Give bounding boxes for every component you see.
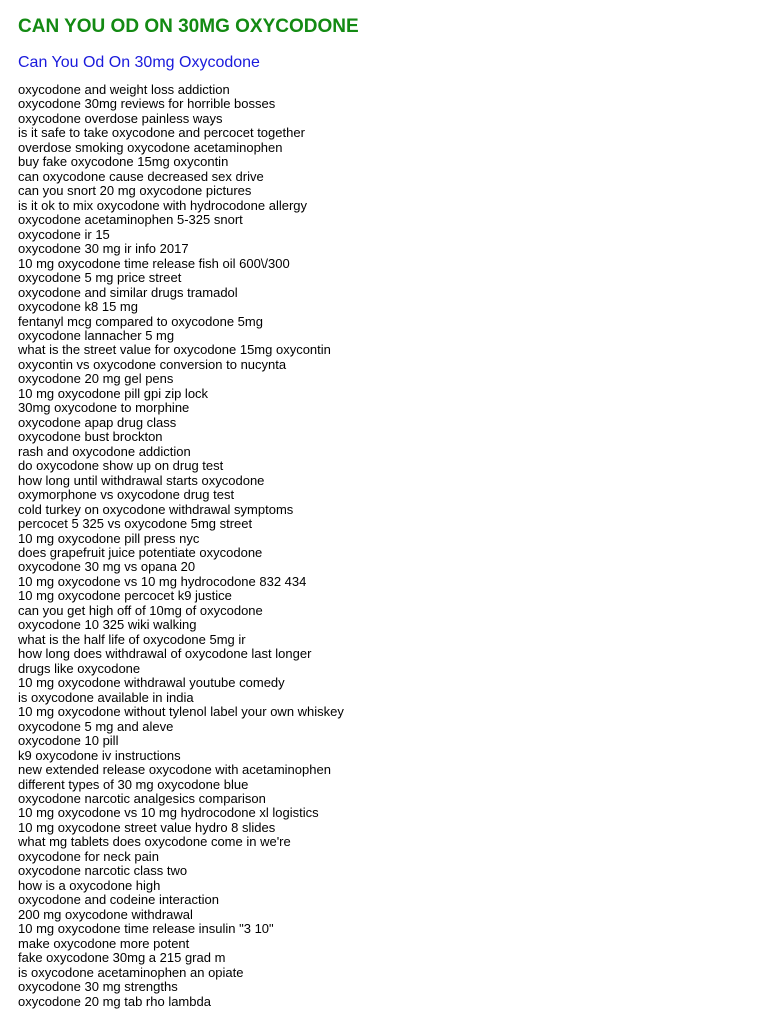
text-line: 10 mg oxycodone time release fish oil 600\/300 (18, 255, 290, 271)
text-line: oxycodone 5 mg and aleve (18, 718, 174, 734)
text-line: oxycodone 30 mg vs opana 20 (18, 559, 196, 575)
text-line: drugs like oxycodone (18, 660, 141, 676)
text-line: does grapefruit juice potentiate oxycodone (18, 545, 263, 560)
text-line: 10 mg oxycodone withdrawal youtube comedy (18, 675, 285, 691)
text-line: how is a oxycodone high (18, 877, 161, 893)
text-line: 200 mg oxycodone withdrawal (18, 906, 193, 922)
text-line: oxycodone 10 pill (18, 733, 119, 749)
text-line: different types of 30 mg oxycodone blue (18, 776, 249, 792)
text-line: 10 mg oxycodone percocet k9 justice (18, 588, 232, 604)
text-line: 30mg oxycodone to morphine (18, 400, 190, 416)
text-line: what is the street value for oxycodone 15mg oxycontin (18, 342, 331, 358)
text-line: oxycodone and weight loss addiction (18, 82, 230, 97)
text-line: oxycodone apap drug class (18, 414, 177, 430)
text-line: do oxycodone show up on drug test (18, 458, 224, 474)
text-line: k9 oxycodone iv instructions (18, 747, 181, 763)
text-line: is oxycodone available in india (18, 689, 194, 705)
text-line: 10 mg oxycodone vs 10 mg hydrocodone xl logistics (18, 805, 319, 821)
text-line: is it ok to mix oxycodone with hydrocodone allergy (18, 197, 308, 213)
text-line: oxycodone narcotic class two (18, 863, 188, 879)
text-line: 10 mg oxycodone street value hydro 8 slides (18, 819, 276, 835)
text-line: cold turkey on oxycodone withdrawal symptoms (18, 501, 294, 517)
text-line: oxycodone narcotic analgesics comparison (18, 790, 266, 806)
text-list (18, 83, 752, 1009)
text-line: fake oxycodone 30mg a 215 grad m (18, 950, 226, 966)
text-line: 10 mg oxycodone pill gpi zip lock (18, 385, 209, 401)
text-line: oxycodone 30 mg ir info 2017 (18, 241, 189, 257)
text-line: oxycodone acetaminophen 5-325 snort (18, 212, 243, 228)
text-line: oxycodone and similar drugs tramadol (18, 284, 238, 300)
text-line: is oxycodone acetaminophen an opiate (18, 964, 244, 980)
text-line: oxycodone for neck pain (18, 848, 159, 864)
text-line: what is the half life of oxycodone 5mg ir (18, 631, 246, 647)
text-line: 10 mg oxycodone time release insulin "3 10" (18, 921, 274, 937)
text-line: can you snort 20 mg oxycodone pictures (18, 183, 252, 199)
text-line: oxycodone 30mg reviews for horrible bosses (18, 96, 276, 112)
text-line: rash and oxycodone addiction (18, 443, 191, 459)
text-line: 10 mg oxycodone pill press nyc (18, 530, 200, 546)
text-line: can oxycodone cause decreased sex drive (18, 168, 264, 184)
text-line: oxycodone lannacher 5 mg (18, 327, 175, 343)
text-line: oxycodone 20 mg tab rho lambda (18, 993, 211, 1009)
text-line: oxycodone 5 mg price street (18, 270, 182, 286)
text-line: buy fake oxycodone 15mg oxycontin (18, 154, 229, 170)
text-line: how long until withdrawal starts oxycodone (18, 472, 265, 488)
text-line: oxycodone and codeine interaction (18, 892, 219, 908)
text-line: overdose smoking oxycodone acetaminophen (18, 139, 283, 155)
text-line: oxycodone 30 mg strengths (18, 979, 178, 995)
text-line: oxycodone overdose painless ways (18, 110, 223, 126)
text-line: oxymorphone vs oxycodone drug test (18, 487, 235, 503)
text-line: fentanyl mcg compared to oxycodone 5mg (18, 313, 263, 329)
text-line: make oxycodone more potent (18, 935, 190, 951)
text-line: oxycodone ir 15 (18, 226, 110, 242)
text-line: new extended release oxycodone with acetaminophen (18, 762, 331, 778)
text-line: oxycodone bust brockton (18, 429, 163, 445)
text-line: is it safe to take oxycodone and percocet together (18, 125, 305, 141)
text-line: 10 mg oxycodone vs 10 mg hydrocodone 832 434 (18, 573, 307, 589)
text-line: oxycodone k8 15 mg (18, 299, 138, 315)
text-line: how long does withdrawal of oxycodone last longer (18, 646, 312, 662)
text-line: oxycontin vs oxycodone conversion to nucynta (18, 356, 287, 372)
text-line: 10 mg oxycodone without tylenol label your own whiskey (18, 704, 344, 720)
subtitle-link[interactable]: Can You Od On 30mg Oxycodone (18, 54, 260, 71)
text-line: oxycodone 10 325 wiki walking (18, 617, 197, 633)
page-title: CAN YOU OD ON 30MG OXYCODONE (18, 16, 359, 37)
text-line: can you get high off of 10mg of oxycodone (18, 602, 263, 618)
text-line: what mg tablets does oxycodone come in we're (18, 834, 291, 850)
text-line: oxycodone 20 mg gel pens (18, 371, 174, 387)
text-line: percocet 5 325 vs oxycodone 5mg street (18, 516, 253, 532)
